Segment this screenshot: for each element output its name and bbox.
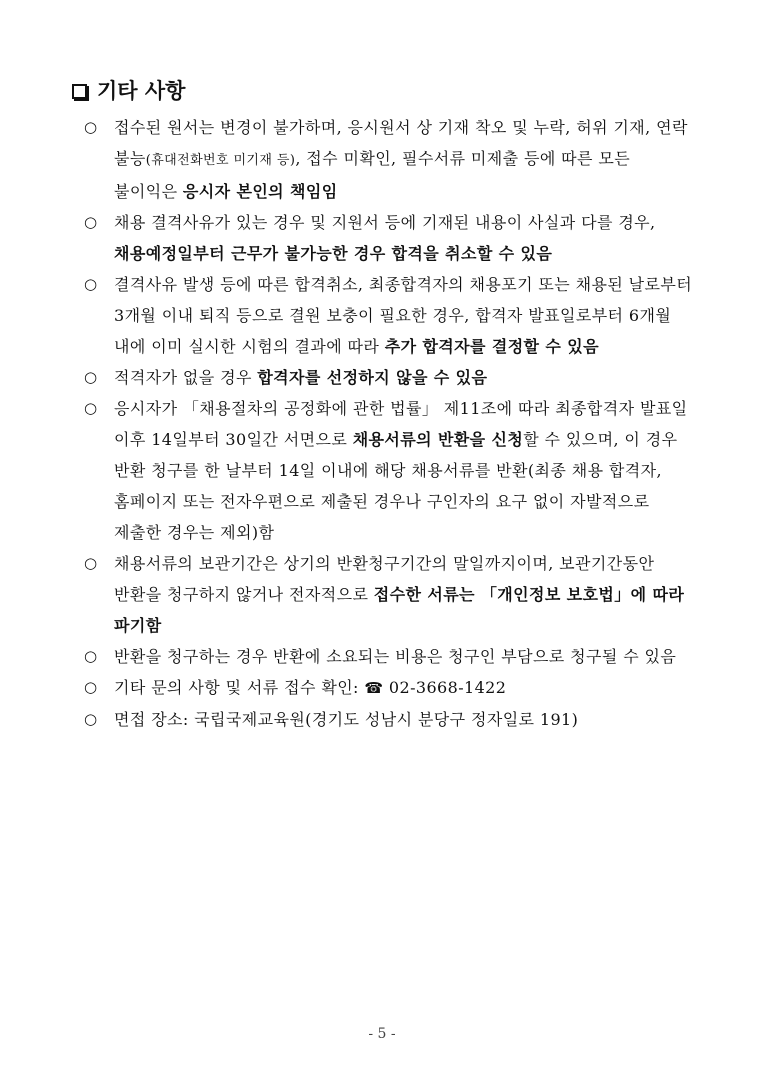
notice-item-4	[84, 362, 696, 393]
bullet-circle-icon: ○	[84, 213, 98, 231]
item-emphasis: 응시자 본인의 책임임	[182, 182, 338, 201]
bullet-circle-icon: ○	[84, 678, 98, 696]
bullet-circle-icon: ○	[84, 710, 98, 728]
notice-item-2	[84, 207, 696, 269]
item-text: 채용서류의 보관기간은 상기의 반환청구기간의 말일까지이며, 보관기간동안 반환을 청구하지 않거나 전자적으로	[114, 554, 655, 604]
notice-item-6	[84, 548, 696, 641]
contact-phone: 02-3668-1422	[388, 678, 507, 697]
bullet-circle-icon: ○	[84, 399, 98, 417]
item-text: 적격자가 없을 경우	[114, 368, 258, 387]
item-emphasis: 채용서류의 반환을 신청	[352, 430, 524, 449]
checkbox-square-icon	[72, 84, 87, 99]
item-text: 기타 문의 사항 및 서류 접수 확인:	[114, 678, 365, 697]
bullet-circle-icon: ○	[84, 368, 98, 386]
item-emphasis: 접수한 서류는 「개인정보 보호법」에 따라 파기함	[114, 585, 685, 635]
bullet-circle-icon: ○	[84, 118, 98, 136]
page-number: - 5 -	[368, 1026, 396, 1042]
phone-icon: ☎	[364, 679, 384, 697]
item-emphasis: 채용예정일부터 근무가 불가능한 경우 합격을 취소할 수 있음	[114, 244, 553, 263]
item-text: 반환을 청구하는 경우 반환에 소요되는 비용은 청구인 부담으로 청구될 수 있음	[114, 647, 677, 666]
item-text: 채용 결격사유가 있는 경우 및 지원서 등에 기재된 내용이 사실과 다를 경우,	[114, 213, 656, 232]
notice-item-7	[84, 641, 696, 672]
bullet-circle-icon: ○	[84, 275, 98, 293]
notice-item-1	[84, 112, 696, 207]
item-text: 할 수 있으며, 이 경우 반환 청구를 한 날부터 14일 이내에 해당 채용서류를 반환(최종 채용 합격자, 홈페이지 또는 전자우편으로 제출된 경우나 구인자의 요구 없이 자발적으로 제출한 경우는 제외)함	[114, 430, 678, 542]
item-text: 접수된 원서는 변경이 불가하며, 응시원서 상 기재 착오 및 누락, 허위 기재, 연락 불능	[114, 118, 688, 168]
section-title: 기타 사항	[97, 79, 186, 103]
item-text: 결격사유 발생 등에 따른 합격취소, 최종합격자의 채용포기 또는 채용된 날로부터 3개월 이내 퇴직 등으로 결원 보충이 필요한 경우, 합격자 발표일로부터 6개월 내에 이미 실시한 시험의 결과에 따라	[114, 275, 693, 356]
item-text-small: (휴대전화번호 미기재 등)	[145, 153, 296, 168]
item-text: 면접 장소: 국립국제교육원(경기도 성남시 분당구 정자일로 191)	[114, 710, 579, 729]
section-heading	[72, 78, 185, 104]
item-emphasis: 추가 합격자를 결정할 수 있음	[384, 337, 599, 356]
notice-item-8	[84, 672, 696, 704]
notice-list	[84, 112, 696, 735]
bullet-circle-icon: ○	[84, 647, 98, 665]
notice-item-5	[84, 393, 696, 548]
item-text: , 접수 미확인, 필수서류 미제출 등에 따른 모든 불이익은	[114, 149, 631, 201]
bullet-circle-icon: ○	[84, 554, 98, 572]
item-text: 응시자가 「채용절차의 공정화에 관한 법률」 제11조에 따라 최종합격자 발표일 이후 14일부터 30일간 서면으로	[114, 399, 688, 449]
notice-item-9	[84, 704, 696, 735]
notice-item-3	[84, 269, 696, 362]
item-emphasis: 합격자를 선정하지 않을 수 있음	[257, 368, 488, 387]
